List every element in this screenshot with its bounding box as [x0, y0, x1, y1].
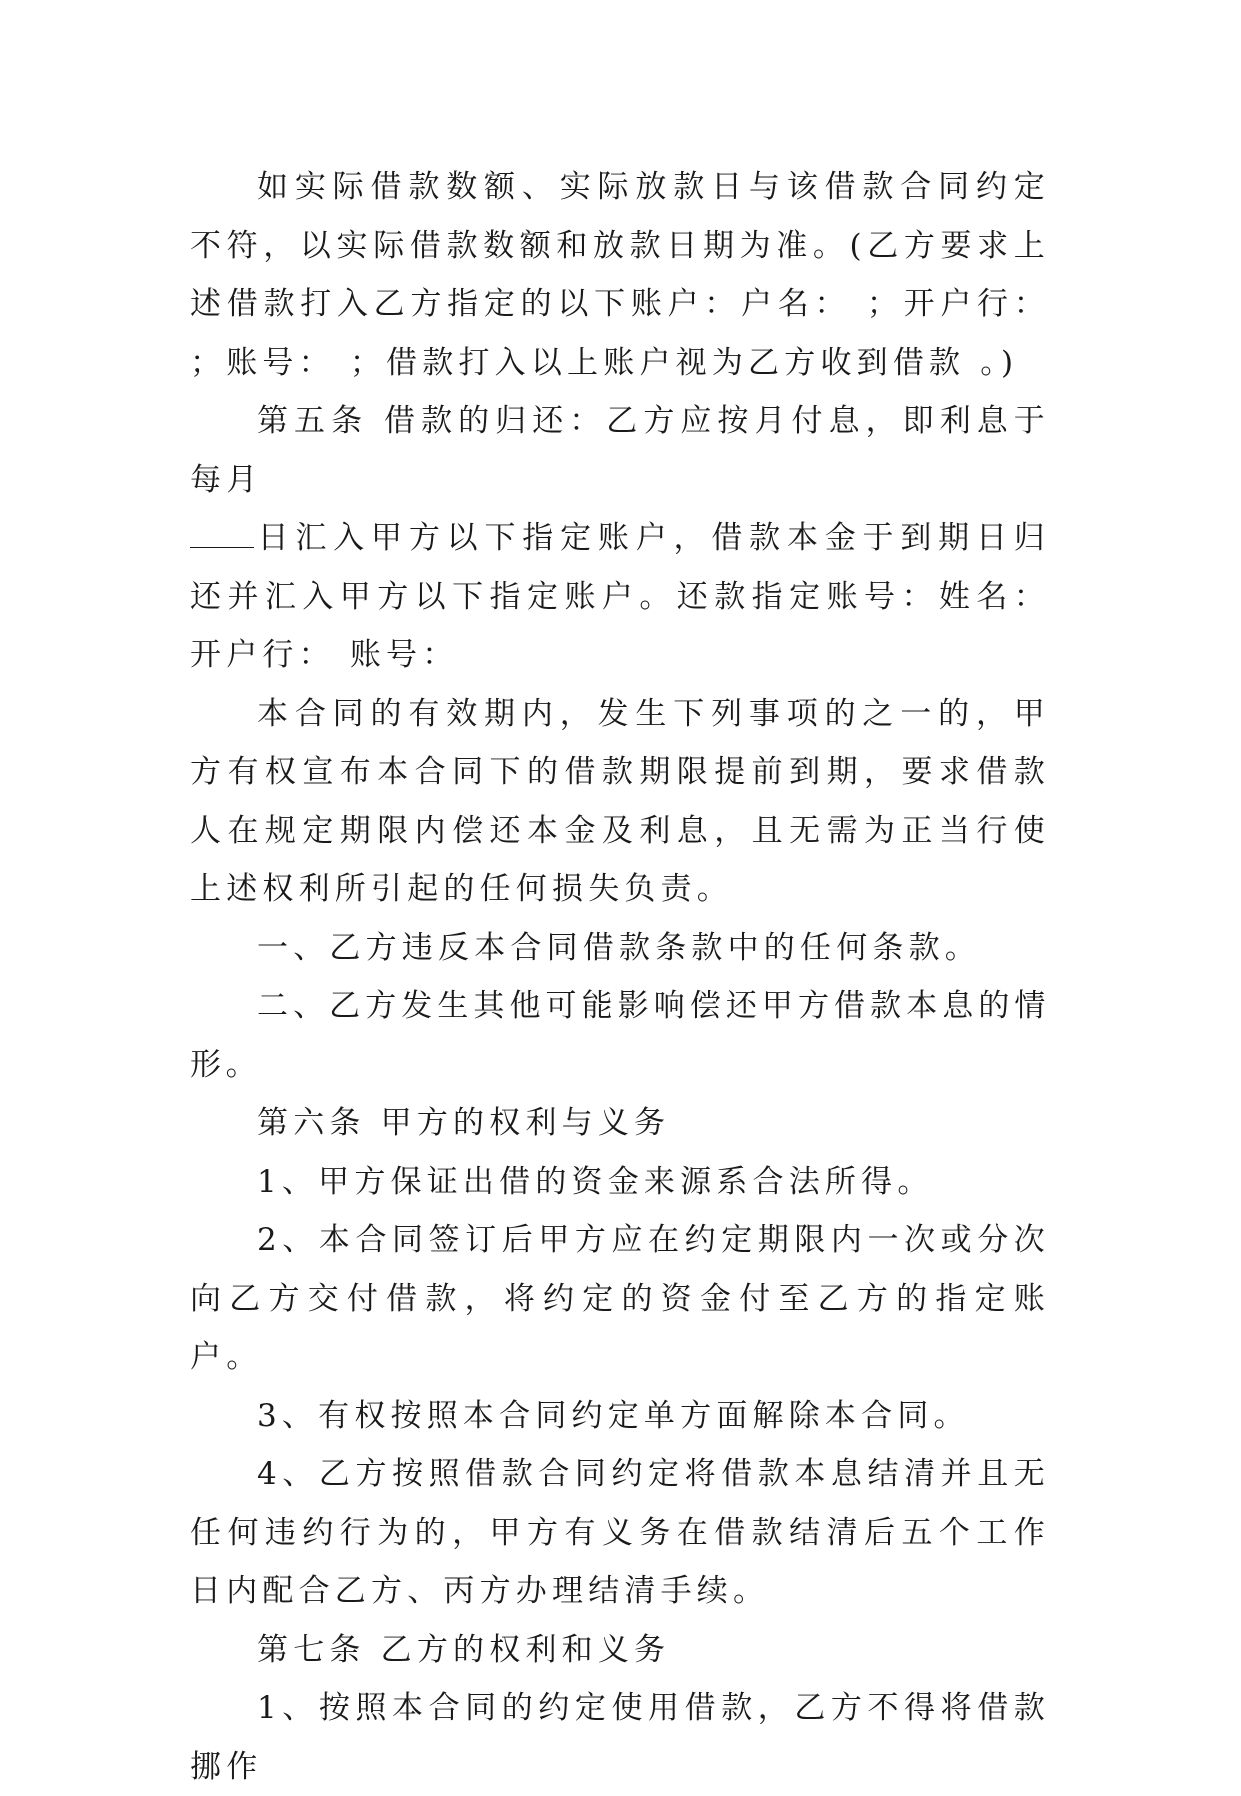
paragraph-article-5-continued [190, 509, 1050, 685]
document-body [190, 158, 1050, 1796]
article-5-continued-text: 日汇入甲方以下指定账户，借款本金于到期日归还并汇入甲方以下指定账户。还款指定账号：姓名： 开户行： 账号： [190, 520, 1050, 673]
paragraph-article-7-item-1: 1、按照本合同的约定使用借款，乙方不得将借款挪作 [190, 1690, 1050, 1785]
heading-article-7: 第七条 乙方的权利和义务 [257, 1631, 671, 1668]
paragraph-article-5: 第五条 借款的归还：乙方应按月付息，即利息于每月 [190, 403, 1050, 498]
paragraph-item-two: 二、乙方发生其他可能影响偿还甲方借款本息的情形。 [190, 988, 1050, 1083]
paragraph-actual-loan: 如实际借款数额、实际放款日与该借款合同约定不符，以实际借款数额和放款日期为准。(乙方要求上述借款打入乙方指定的以下账户：户名： ；开户行： ；账号： ；借款打入以上账户视为乙方收到借款 。) [190, 169, 1050, 381]
blank-day-field [190, 517, 254, 548]
paragraph-article-6-item-2: 2、本合同签订后甲方应在约定期限内一次或分次向乙方交付借款，将约定的资金付至乙方的指定账户。 [190, 1222, 1050, 1375]
paragraph-article-6-item-1: 1、甲方保证出借的资金来源系合法所得。 [257, 1163, 934, 1200]
heading-article-6: 第六条 甲方的权利与义务 [257, 1105, 671, 1141]
paragraph-acceleration-clause: 本合同的有效期内，发生下列事项的之一的，甲方有权宣布本合同下的借款期限提前到期，要求借款人在规定期限内偿还本金及利息，且无需为正当行使上述权利所引起的任何损失负责。 [190, 695, 1050, 907]
paragraph-item-one: 一、乙方违反本合同借款条款中的任何条款。 [257, 929, 981, 966]
paragraph-article-6-item-4: 4、乙方按照借款合同约定将借款本息结清并且无任何违约行为的，甲方有义务在借款结清后五个工作日内配合乙方、丙方办理结清手续。 [190, 1456, 1050, 1609]
paragraph-article-6-item-3: 3、有权按照本合同约定单方面解除本合同。 [257, 1397, 970, 1434]
